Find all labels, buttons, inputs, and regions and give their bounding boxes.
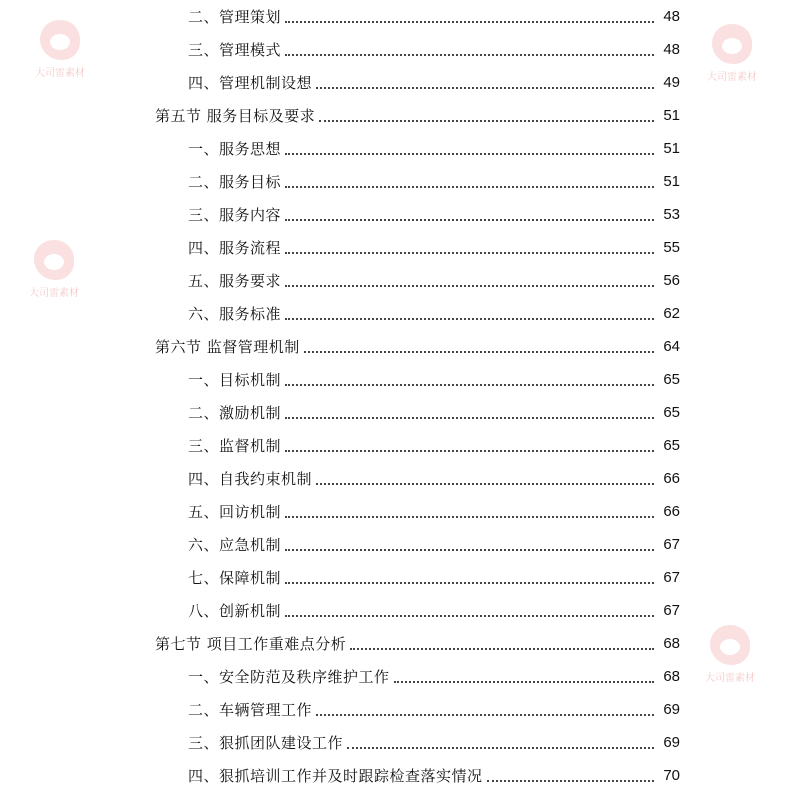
toc-entry[interactable] — [188, 600, 680, 622]
dot-leader — [350, 648, 654, 650]
dot-leader — [285, 285, 654, 287]
toc-entry[interactable] — [188, 765, 680, 787]
toc-entry[interactable] — [188, 270, 680, 292]
watermark-text: 大司雷素材 — [29, 288, 79, 299]
dot-leader — [285, 384, 654, 386]
dot-leader — [285, 153, 654, 155]
toc-entry-title: 第六节 监督管理机制 — [155, 338, 300, 356]
toc-entry-page: 48 — [663, 8, 680, 25]
toc-entry-title: 三、狠抓团队建设工作 — [188, 734, 344, 752]
toc-entry-title: 二、车辆管理工作 — [188, 701, 313, 719]
toc-entry-title: 三、监督机制 — [188, 437, 282, 455]
toc-entry-title: 五、服务要求 — [188, 272, 282, 290]
toc-entry[interactable] — [188, 501, 680, 523]
toc-entry-page: 51 — [663, 173, 680, 190]
dot-leader — [285, 252, 654, 254]
watermark-logo-icon — [34, 240, 74, 280]
toc-entry[interactable] — [188, 171, 680, 193]
toc-entry-title: 一、目标机制 — [188, 371, 282, 389]
toc-entry-title: 八、创新机制 — [188, 602, 282, 620]
toc-entry-page: 55 — [663, 239, 680, 256]
toc-entry[interactable] — [188, 435, 680, 457]
toc-entry-page: 67 — [663, 536, 680, 553]
toc-entry[interactable] — [188, 138, 680, 160]
toc-entry-title: 三、服务内容 — [188, 206, 282, 224]
toc-entry[interactable] — [188, 468, 680, 490]
toc-entry-title: 七、保障机制 — [188, 569, 282, 587]
watermark — [28, 20, 92, 79]
toc-entry-page: 68 — [663, 635, 680, 652]
toc-entry[interactable] — [188, 732, 680, 754]
toc-entry-page: 65 — [663, 437, 680, 454]
toc-entry[interactable] — [188, 369, 680, 391]
watermark-logo-icon — [40, 20, 80, 60]
dot-leader — [285, 186, 654, 188]
toc-entry-title: 第五节 服务目标及要求 — [155, 107, 316, 125]
dot-leader — [285, 417, 654, 419]
toc-entry-title: 四、服务流程 — [188, 239, 282, 257]
toc-entry-title: 四、狠抓培训工作并及时跟踪检查落实情况 — [188, 767, 483, 785]
toc-entry-page: 65 — [663, 404, 680, 421]
toc-entry-title: 三、管理模式 — [188, 41, 282, 59]
dot-leader — [285, 615, 654, 617]
toc-entry-page: 66 — [663, 503, 680, 520]
toc-entry-title: 四、管理机制设想 — [188, 74, 313, 92]
toc-entry-page: 53 — [663, 206, 680, 223]
watermark-text: 大司雷素材 — [707, 72, 757, 83]
toc-entry-page: 67 — [663, 602, 680, 619]
dot-leader — [285, 450, 654, 452]
dot-leader — [316, 87, 654, 89]
toc-entry-title: 一、安全防范及秩序维护工作 — [188, 668, 390, 686]
toc-entry[interactable] — [188, 72, 680, 94]
toc-entry-page: 70 — [663, 767, 680, 784]
toc-entry-title: 六、应急机制 — [188, 536, 282, 554]
toc-entry[interactable] — [188, 666, 680, 688]
watermark-logo-icon — [710, 625, 750, 665]
toc-entry-page: 62 — [663, 305, 680, 322]
watermark-logo-icon — [712, 24, 752, 64]
watermark — [700, 24, 764, 83]
toc-entry[interactable] — [188, 237, 680, 259]
dot-leader — [285, 54, 654, 56]
watermark — [22, 240, 86, 299]
dot-leader — [347, 747, 654, 749]
toc-entry[interactable] — [188, 6, 680, 28]
toc-entry-page: 69 — [663, 734, 680, 751]
watermark-text: 大司雷素材 — [35, 68, 85, 79]
toc-entry-title: 二、服务目标 — [188, 173, 282, 191]
toc-entry-title: 一、服务思想 — [188, 140, 282, 158]
toc-entry-title: 二、激励机制 — [188, 404, 282, 422]
toc-entry-title: 二、管理策划 — [188, 8, 282, 26]
watermark — [698, 625, 762, 684]
toc-entry[interactable] — [188, 699, 680, 721]
toc-entry-page: 48 — [663, 41, 680, 58]
dot-leader — [487, 780, 654, 782]
toc-entry-page: 56 — [663, 272, 680, 289]
toc-entry[interactable] — [188, 534, 680, 556]
dot-leader — [285, 21, 654, 23]
toc-entry-title: 四、自我约束机制 — [188, 470, 313, 488]
toc-entry-page: 68 — [663, 668, 680, 685]
dot-leader — [304, 351, 654, 353]
toc-entry[interactable] — [188, 402, 680, 424]
dot-leader — [285, 549, 654, 551]
watermark-text: 大司雷素材 — [705, 673, 755, 684]
toc-entry[interactable] — [188, 567, 680, 589]
toc-entry-title: 六、服务标准 — [188, 305, 282, 323]
dot-leader — [285, 219, 654, 221]
dot-leader — [285, 516, 654, 518]
dot-leader — [285, 582, 654, 584]
toc-entry-page: 65 — [663, 371, 680, 388]
toc-entry-page: 51 — [663, 107, 680, 124]
dot-leader — [316, 714, 654, 716]
toc-entry-page: 64 — [663, 338, 680, 355]
toc-section-entry[interactable] — [155, 336, 680, 358]
toc-entry-title: 五、回访机制 — [188, 503, 282, 521]
dot-leader — [319, 120, 654, 122]
toc-entry-page: 66 — [663, 470, 680, 487]
toc-section-entry[interactable] — [155, 105, 680, 127]
toc-entry[interactable] — [188, 204, 680, 226]
dot-leader — [285, 318, 654, 320]
toc-entry-page: 69 — [663, 701, 680, 718]
toc-entry-title: 第七节 项目工作重难点分析 — [155, 635, 347, 653]
dot-leader — [316, 483, 654, 485]
dot-leader — [394, 681, 654, 683]
toc-section-entry[interactable] — [155, 633, 680, 655]
toc-entry-page: 49 — [663, 74, 680, 91]
toc-entry[interactable] — [188, 39, 680, 61]
toc-entry[interactable] — [188, 303, 680, 325]
toc-entry-page: 67 — [663, 569, 680, 586]
toc-entry-page: 51 — [663, 140, 680, 157]
